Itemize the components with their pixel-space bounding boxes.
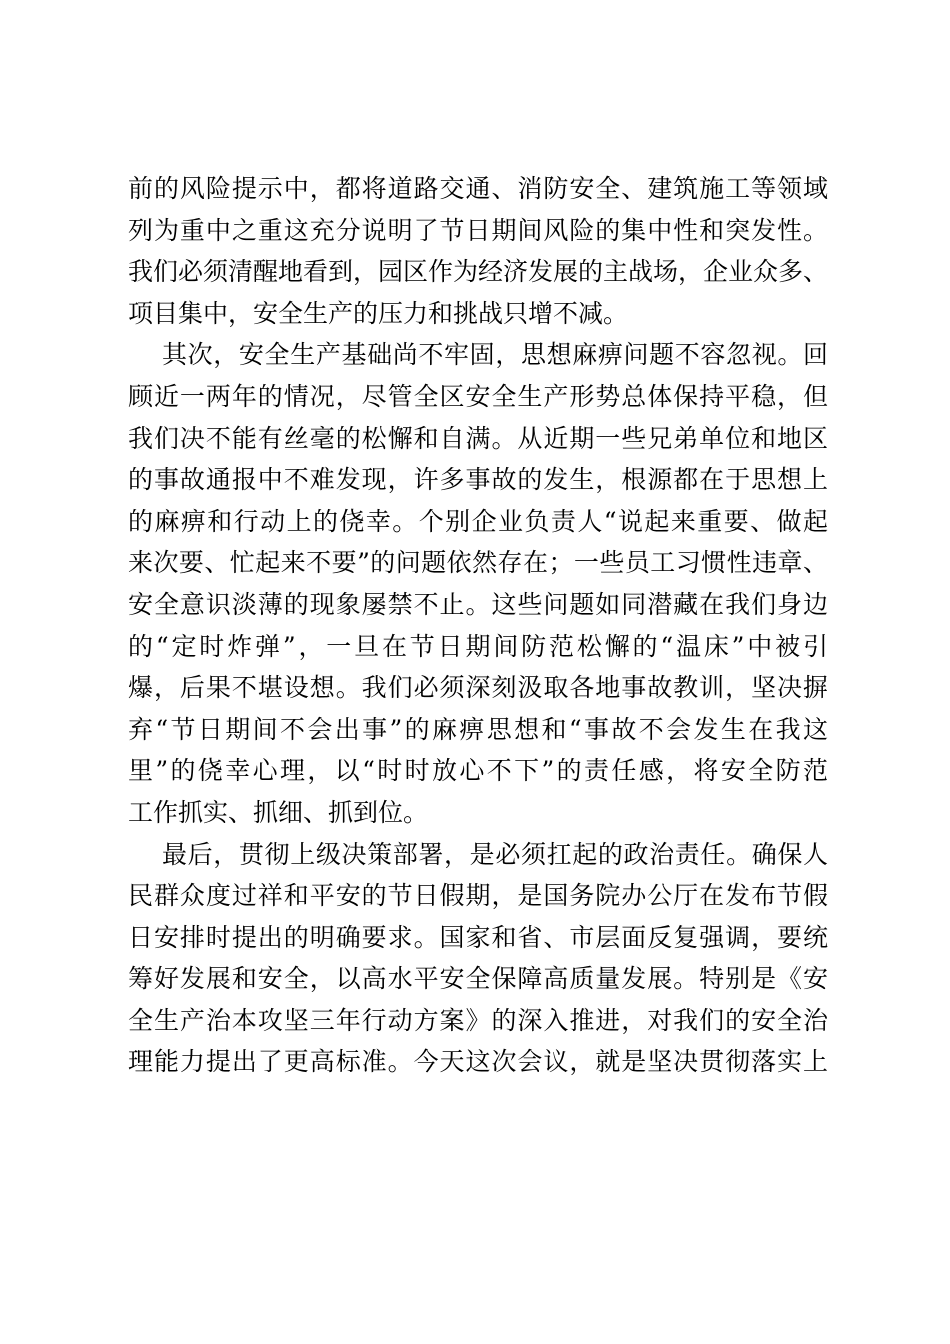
text-line: 里”的侥幸心理，以“时时放心不下”的责任感，将安全防范	[128, 756, 828, 786]
text-line: 我们决不能有丝毫的松懈和自满。从近期一些兄弟单位和地区	[128, 423, 828, 453]
text-line: 爆，后果不堪设想。我们必须深刻汲取各地事故教训，坚决摒	[128, 673, 828, 703]
text-line: 最后，贯彻上级决策部署，是必须扛起的政治责任。确保人	[162, 839, 828, 869]
body-text	[128, 168, 828, 1083]
text-line: 的麻痹和行动上的侥幸。个别企业负责人“说起来重要、做起	[128, 506, 828, 536]
text-line: 理能力提出了更高标准。今天这次会议，就是坚决贯彻落实上	[128, 1047, 828, 1077]
paragraph-3	[128, 834, 828, 1084]
text-line: 安全意识淡薄的现象屡禁不止。这些问题如同潜藏在我们身边	[128, 589, 828, 619]
text-line: 列为重中之重这充分说明了节日期间风险的集中性和突发性。	[128, 215, 828, 245]
text-line: 工作抓实、抓细、抓到位。	[128, 797, 429, 827]
text-line: 我们必须清醒地看到，园区作为经济发展的主战场，企业众多、	[128, 257, 829, 287]
text-line: 其次，安全生产基础尚不牢固，思想麻痹问题不容忽视。回	[162, 340, 828, 370]
text-line: 日安排时提出的明确要求。国家和省、市层面反复强调，要统	[128, 922, 828, 952]
text-line: 项目集中，安全生产的压力和挑战只增不减。	[128, 298, 629, 328]
text-line: 顾近一两年的情况，尽管全区安全生产形势总体保持平稳，但	[128, 381, 828, 411]
paragraph-1	[128, 168, 828, 334]
paragraph-2	[128, 334, 828, 833]
text-line: 全生产治本攻坚三年行动方案》的深入推进，对我们的安全治	[128, 1005, 828, 1035]
text-line: 筹好发展和安全，以高水平安全保障高质量发展。特别是《安	[128, 964, 828, 994]
text-line: 的事故通报中不难发现，许多事故的发生，根源都在于思想上	[128, 465, 828, 495]
text-line: 弃“节日期间不会出事”的麻痹思想和“事故不会发生在我这	[128, 714, 828, 744]
text-line: 的“定时炸弹”，一旦在节日期间防范松懈的“温床”中被引	[128, 631, 828, 661]
text-line: 前的风险提示中，都将道路交通、消防安全、建筑施工等领域	[128, 174, 828, 203]
text-line: 来次要、忙起来不要”的问题依然存在；一些员工习惯性违章、	[128, 548, 828, 578]
text-line: 民群众度过祥和平安的节日假期，是国务院办公厅在发布节假	[128, 881, 828, 911]
